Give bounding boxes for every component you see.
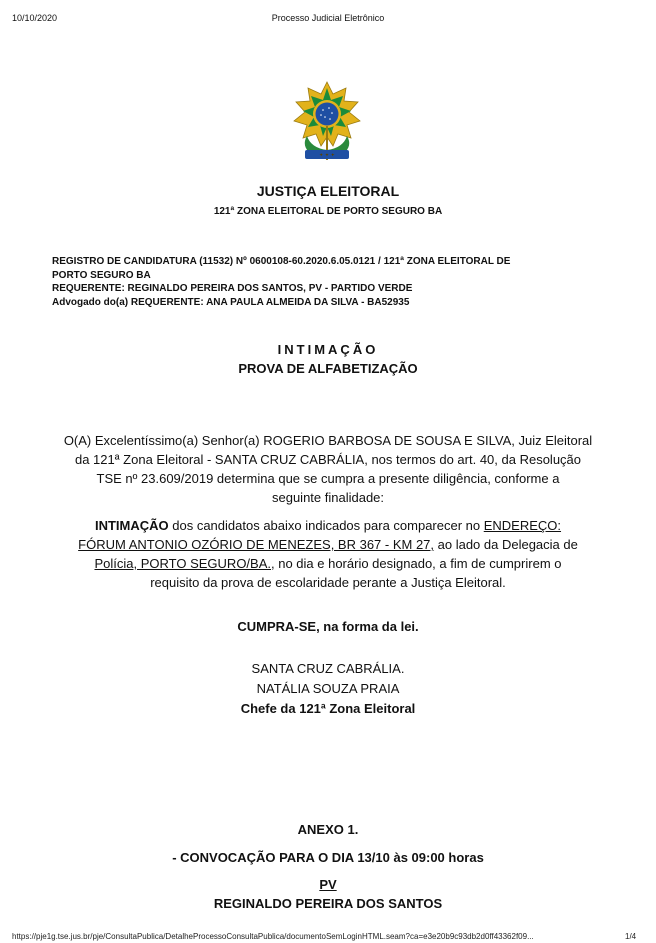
annex-party: PV — [319, 877, 337, 892]
document-subtitle: PROVA DE ALFABETIZAÇÃO — [238, 361, 418, 376]
address-city: Polícia, PORTO SEGURO/BA. — [94, 556, 271, 571]
case-registration-line: REGISTRO DE CANDIDATURA (11532) Nº 0600108-60.2020.6.05.0121 / 121ª ZONA ELEITORAL DE — [52, 256, 511, 267]
address-label: ENDEREÇO: — [483, 518, 562, 533]
case-requester: REQUERENTE: REGINALDO PEREIRA DOS SANTOS, PV - PARTIDO VERDE — [52, 283, 413, 294]
order-line: O(A) Excelentíssimo(a) Senhor(a) ROGERIO BARBOSA DE SOUSA E SILVA, Juiz Eleitoral — [63, 433, 593, 448]
address-forum: FÓRUM ANTONIO OZÓRIO DE MENEZES, BR 367 - KM 27, — [78, 537, 435, 552]
summons-line — [60, 516, 596, 535]
brazil-coat-of-arms-icon — [291, 80, 363, 164]
signature-place: SANTA CRUZ CABRÁLIA. — [251, 661, 405, 676]
svg-text:✦ ✦ ✦: ✦ ✦ ✦ — [319, 152, 335, 159]
order-paragraph — [60, 431, 596, 507]
document-title: INTIMAÇÃO — [277, 342, 379, 357]
signature-name: NATÁLIA SOUZA PRAIA — [256, 681, 400, 696]
annex-candidate: REGINALDO PEREIRA DOS SANTOS — [213, 896, 443, 911]
summons-line — [60, 535, 596, 554]
case-lawyer: Advogado do(a) REQUERENTE: ANA PAULA ALMEIDA DA SILVA - BA52935 — [52, 296, 410, 308]
summons-text: dos candidatos abaixo indicados para comparecer no — [168, 518, 484, 533]
summons-text: , no dia e horário designado, a fim de cumprirem o — [271, 556, 562, 571]
annex-title: ANEXO 1. — [297, 822, 359, 837]
case-registration-line-cont: PORTO SEGURO BA — [52, 269, 151, 281]
court-zone: 121ª ZONA ELEITORAL DE PORTO SEGURO BA — [213, 206, 443, 217]
print-page-title: Processo Judicial Eletrônico — [271, 13, 385, 23]
print-page-number: 1/4 — [625, 932, 637, 941]
summons-paragraph — [60, 516, 596, 592]
order-line: da 121ª Zona Eleitoral - SANTA CRUZ CABRÁLIA, nos termos do art. 40, da Resolução — [74, 452, 582, 467]
summons-lead: INTIMAÇÃO — [94, 518, 169, 533]
summons-text: ao lado da Delegacia de — [434, 537, 578, 552]
order-line: TSE nº 23.609/2019 determina que se cumpra a presente diligência, conforme a — [96, 471, 560, 486]
print-url: https://pje1g.tse.jus.br/pje/ConsultaPublica/DetalheProcessoConsultaPublica/documentoSemLoginHTML.seam?ca=e3e20b9c93db2d0ff43362f09... — [12, 932, 534, 941]
closing-statement: CUMPRA-SE, na forma da lei. — [237, 619, 419, 634]
annex-convocation: - CONVOCAÇÃO PARA O DIA 13/10 às 09:00 horas — [172, 850, 484, 865]
signature-role: Chefe da 121ª Zona Eleitoral — [240, 701, 416, 716]
summons-line: requisito da prova de escolaridade perante a Justiça Eleitoral. — [150, 575, 506, 590]
print-date: 10/10/2020 — [12, 13, 58, 23]
case-header — [52, 255, 592, 309]
court-name: JUSTIÇA ELEITORAL — [256, 183, 400, 199]
order-line: seguinte finalidade: — [271, 490, 385, 505]
summons-line — [60, 554, 596, 573]
